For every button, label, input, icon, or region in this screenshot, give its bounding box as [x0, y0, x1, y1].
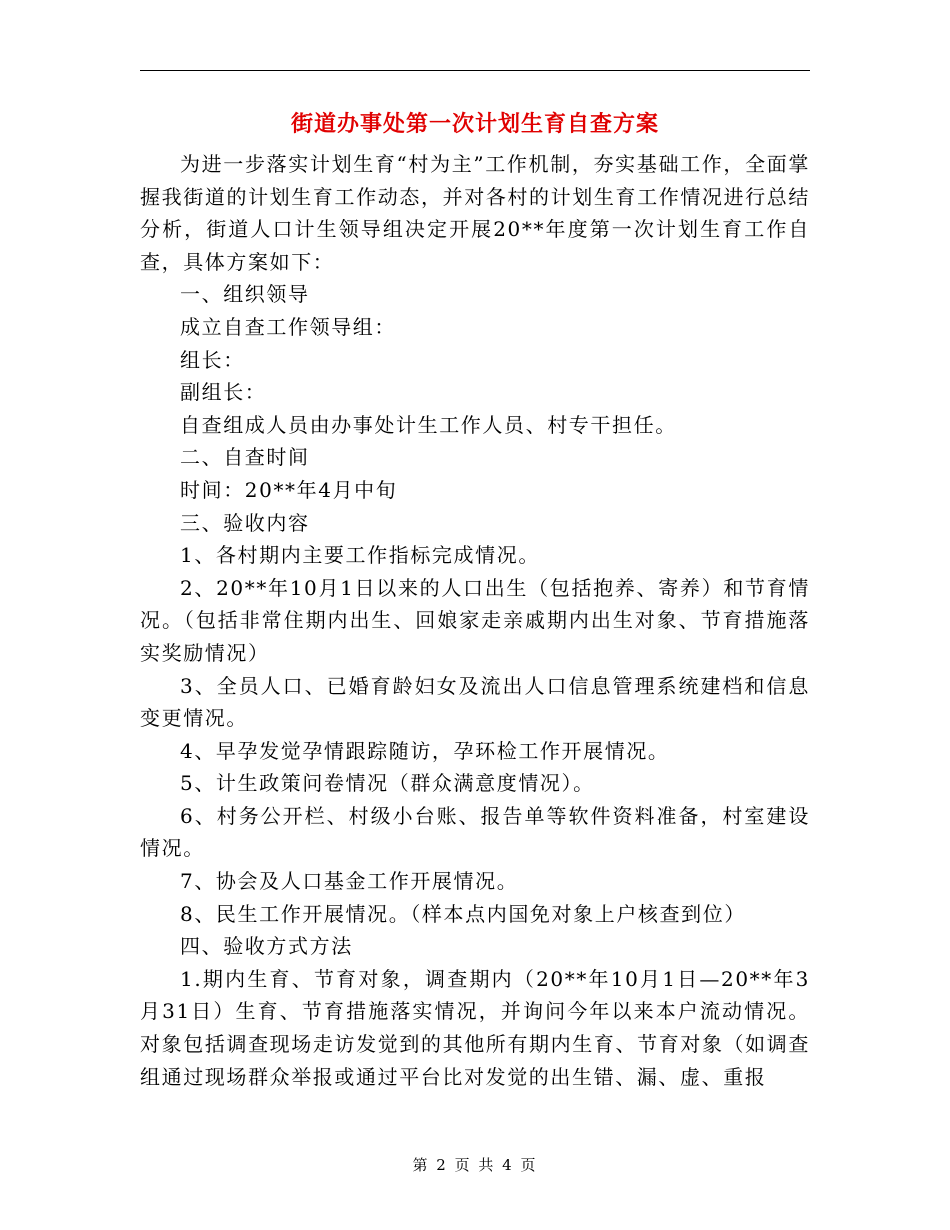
list-item-content-8: 8、民生工作开展情况。（样本点内国免对象上户核查到位） — [180, 901, 746, 926]
paragraph-deputy-leader: 副组长： — [180, 380, 267, 405]
document-title: 街道办事处第一次计划生育自查方案 — [290, 111, 659, 137]
paragraph-establish-group: 成立自查工作领导组： — [180, 314, 396, 339]
list-item-content-1: 1、各村期内主要工作指标完成情况。 — [180, 543, 540, 568]
page-number-footer: 第 2 页 共 4 页 — [412, 1156, 538, 1174]
list-item-content-7: 7、协会及人口基金工作开展情况。 — [180, 869, 519, 894]
list-item-content-2: 2、20**年10月1日以来的人口出生（包括抱养、寄养）和节育情况。（包括非常住期内出生、回娘家走亲戚期内出生对象、节育措施落实奖励情况） — [140, 575, 810, 665]
list-item-content-6: 6、村务公开栏、村级小台账、报告单等软件资料准备，村室建设情况。 — [140, 803, 810, 861]
heading-inspection-methods: 四、验收方式方法 — [180, 934, 353, 959]
paragraph-group-members: 自查组成人员由办事处计生工作人员、村专干担任。 — [180, 412, 677, 437]
heading-inspection-content: 三、验收内容 — [180, 510, 310, 535]
list-item-method-1: 1.期内生育、节育对象，调查期内（20**年10月1日—20**年3月31日）生育、节育措施落实情况，并询问今年以来本户流动情况。对象包括调查现场走访发觉到的其他所有期内生育、节育对象（如调查组通过现场群众举报或通过平台比对发觉的出生错、漏、虚、重报 — [140, 966, 810, 1089]
paragraph-group-leader: 组长： — [180, 347, 245, 372]
list-item-content-3: 3、全员人口、已婚育龄妇女及流出人口信息管理系统建档和信息变更情况。 — [140, 673, 810, 731]
header-rule — [140, 70, 810, 71]
paragraph-intro: 为进一步落实计划生育“村为主”工作机制，夯实基础工作，全面掌握我街道的计划生育工作动态，并对各村的计划生育工作情况进行总结分析，街道人口计生领导组决定开展20**年度第一次计划生育工作自查，具体方案如下： — [140, 152, 810, 274]
heading-inspection-time: 二、自查时间 — [180, 445, 310, 470]
paragraph-time: 时间：20**年4月中旬 — [180, 477, 398, 502]
document-body — [140, 148, 810, 1093]
list-item-content-4: 4、早孕发觉孕情跟踪随访，孕环检工作开展情况。 — [180, 738, 670, 763]
list-item-content-5: 5、计生政策问卷情况（群众满意度情况）。 — [180, 771, 595, 796]
heading-organization: 一、组织领导 — [180, 282, 310, 307]
